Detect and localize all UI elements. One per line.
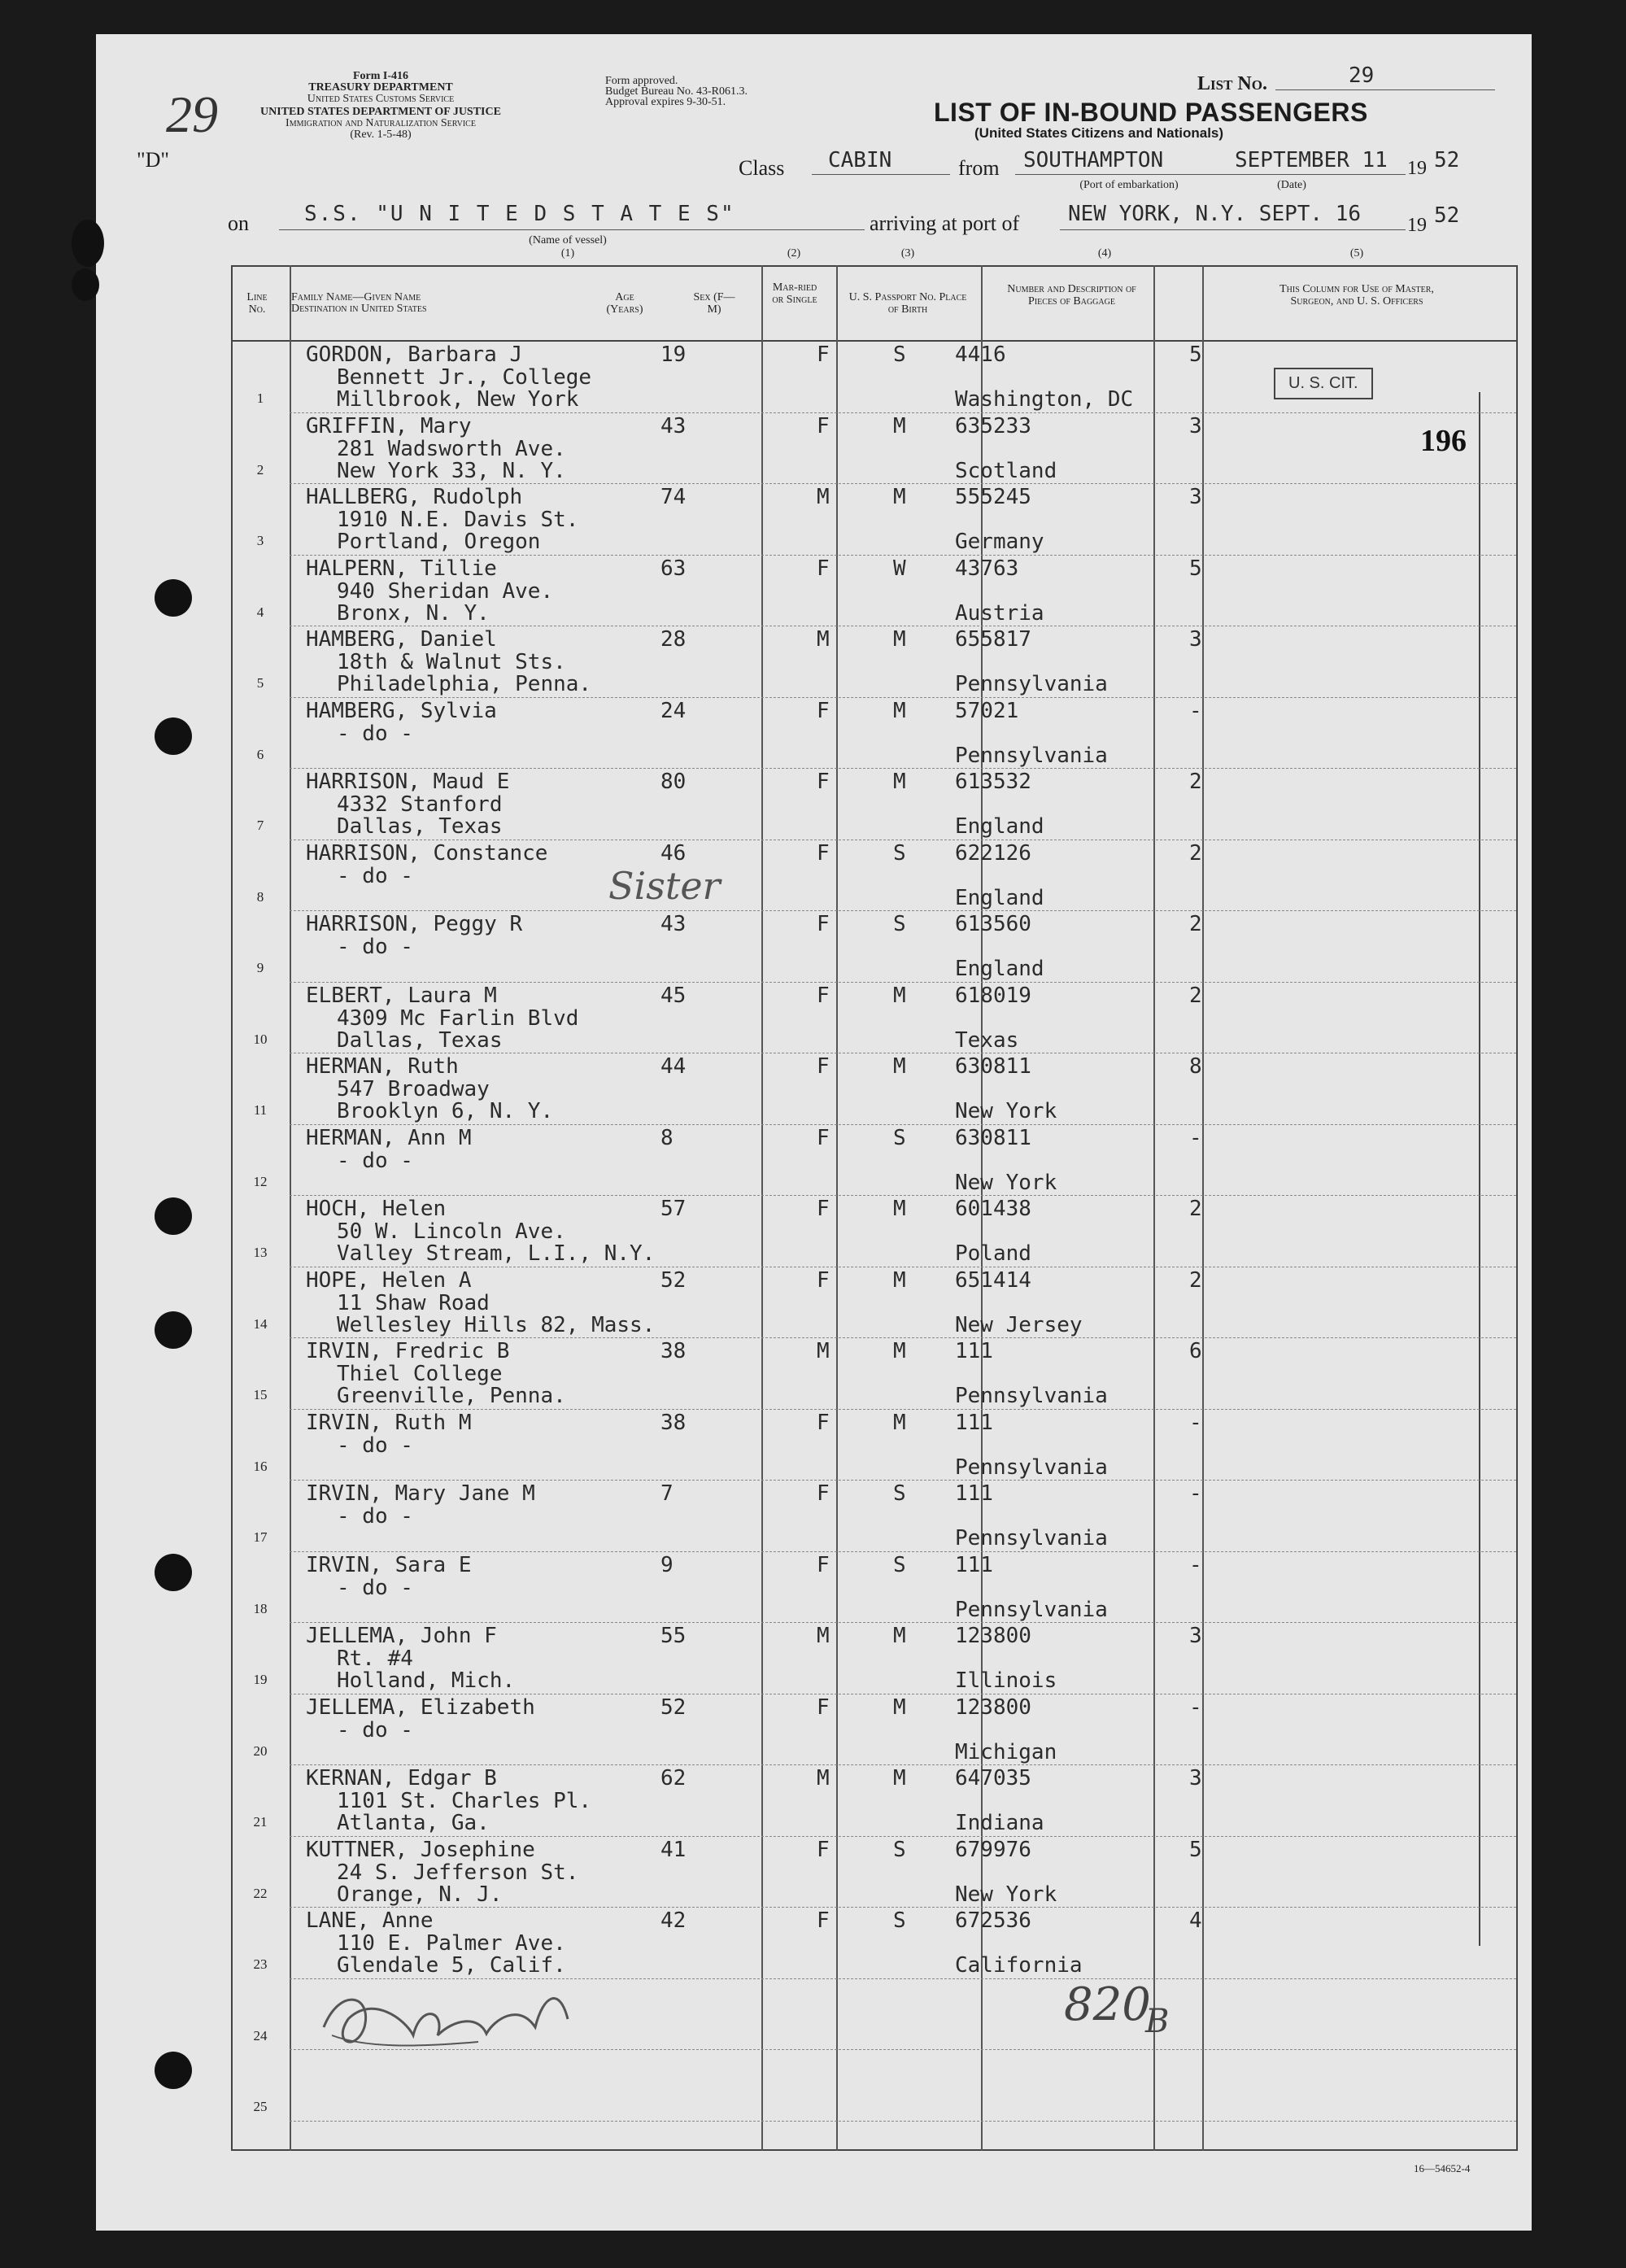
row-passport-no: 601438 [955, 1197, 1031, 1221]
form-subtitle: (United States Citizens and Nationals) [974, 125, 1224, 141]
row-destination-1: 110 E. Palmer Ave. [337, 1931, 566, 1956]
row-birthplace: New Jersey [955, 1312, 1083, 1337]
row-destination-2: Portland, Oregon [337, 530, 541, 554]
row-destination-1: - do - [337, 935, 413, 959]
row-age: 52 [660, 1694, 687, 1720]
row-sex: F [817, 1410, 830, 1435]
row-baggage: - [1189, 1481, 1202, 1506]
list-no-label: List No. [1197, 73, 1267, 94]
row-marital: M [893, 698, 906, 723]
row-passport-no: 123800 [955, 1694, 1031, 1720]
row-marital: S [893, 1837, 906, 1862]
row-passport-no: 57021 [955, 698, 1019, 723]
col-num-4: (4) [1097, 247, 1112, 260]
row-destination-1: Bennett Jr., College [337, 365, 592, 390]
row-birthplace: England [955, 814, 1044, 839]
row-passport-no: 655817 [955, 627, 1031, 652]
row-marital: W [893, 556, 906, 581]
row-birthplace: Indiana [955, 1811, 1044, 1835]
row-marital: S [893, 1481, 906, 1506]
row-passport-no: 618019 [955, 983, 1031, 1008]
from-label: from [958, 156, 1000, 180]
approval-line-3: Approval expires 9-30-51. [605, 96, 726, 108]
row-destination-1: - do - [337, 721, 413, 746]
arriving-label: arriving at port of [865, 212, 1019, 236]
row-baggage: 3 [1189, 413, 1202, 438]
row-passport-no: 630811 [955, 1125, 1031, 1150]
row-marital: M [893, 1410, 906, 1435]
row-destination-2: Millbrook, New York [337, 387, 579, 412]
row-sex: F [817, 840, 830, 866]
row-marital: M [893, 983, 906, 1008]
row-passport-no: 679976 [955, 1837, 1031, 1862]
form-revision: (Rev. 1-5-48) [350, 129, 412, 141]
row-baggage: 2 [1189, 1197, 1202, 1221]
row-destination-1: - do - [337, 1575, 413, 1600]
row-name: HOCH, Helen [306, 1197, 447, 1221]
row-birthplace: Washington, DC [955, 387, 1134, 412]
dept-immigration: Immigration and Naturalization Service [286, 117, 476, 129]
row-marital: S [893, 1908, 906, 1933]
count-196: 196 [1420, 424, 1467, 458]
row-age: 57 [660, 1197, 687, 1221]
row-destination-2: Glendale 5, Calif. [337, 1953, 566, 1978]
dept-customs: United States Customs Service [307, 93, 455, 105]
row-baggage: 4 [1189, 1908, 1202, 1933]
row-line-number: 24 [253, 2027, 268, 2043]
col-num-3: (3) [900, 247, 915, 260]
row-age: 42 [660, 1908, 687, 1933]
row-line-number: 19 [253, 1672, 268, 1687]
row-age: 45 [660, 983, 687, 1008]
row-baggage: - [1189, 698, 1202, 723]
col-num-5: (5) [1349, 247, 1364, 260]
row-destination-1: 547 Broadway [337, 1077, 490, 1101]
row-name: HAMBERG, Daniel [306, 627, 497, 652]
row-marital: M [893, 1054, 906, 1079]
row-sex: M [817, 1624, 830, 1648]
row-sex: F [817, 1267, 830, 1293]
arrival-port-date: NEW YORK, N.Y. SEPT. 16 [1068, 202, 1362, 226]
punch-hole [155, 1311, 192, 1349]
row-line-number: 7 [256, 818, 264, 833]
col-header-name: Family Name—Given Name [291, 291, 421, 303]
row-age: 52 [660, 1267, 687, 1293]
col-header-baggage: Number and Description of Pieces of Baggage [1007, 283, 1136, 307]
row-age: 55 [660, 1624, 687, 1648]
row-sex: F [817, 556, 830, 581]
row-destination-2: Wellesley Hills 82, Mass. [337, 1312, 656, 1337]
margin-number: 29 [166, 85, 218, 143]
row-age: 38 [660, 1410, 687, 1435]
row-birthplace: Pennsylvania [955, 1384, 1108, 1408]
row-baggage: 2 [1189, 912, 1202, 936]
row-destination-2: Bronx, N. Y. [337, 600, 490, 626]
vessel-name: S.S. "U N I T E D S T A T E S" [304, 202, 735, 226]
year-prefix-2: 19 [1407, 215, 1427, 236]
embarkation-year: 52 [1434, 148, 1460, 172]
row-destination-1: Rt. #4 [337, 1646, 413, 1671]
row-marital: S [893, 342, 906, 367]
row-baggage: 5 [1189, 1837, 1202, 1862]
row-destination-2: Valley Stream, L.I., N.Y. [337, 1241, 656, 1266]
row-destination-2: New York 33, N. Y. [337, 458, 566, 483]
row-baggage: 2 [1189, 840, 1202, 866]
row-name: HERMAN, Ruth [306, 1054, 459, 1079]
row-age: 9 [660, 1552, 674, 1577]
row-name: HALLBERG, Rudolph [306, 485, 523, 509]
row-passport-no: 111 [955, 1339, 993, 1363]
row-baggage: 3 [1189, 485, 1202, 509]
row-destination-1: 1101 St. Charles Pl. [337, 1789, 592, 1813]
row-name: HARRISON, Maud E [306, 770, 510, 794]
row-passport-no: 672536 [955, 1908, 1031, 1933]
row-destination-2: Atlanta, Ga. [337, 1811, 490, 1835]
row-name: IRVIN, Fredric B [306, 1339, 510, 1363]
row-line-number: 17 [253, 1529, 268, 1545]
row-name: IRVIN, Ruth M [306, 1410, 472, 1435]
row-line-number: 11 [253, 1102, 268, 1118]
row-line-number: 15 [253, 1387, 268, 1402]
row-name: LANE, Anne [306, 1908, 434, 1933]
punch-hole [72, 220, 104, 267]
row-baggage: 2 [1189, 770, 1202, 794]
embarkation-date: SEPTEMBER 11 [1235, 148, 1388, 172]
row-destination-2: Greenville, Penna. [337, 1384, 566, 1408]
row-destination-1: 281 Wadsworth Ave. [337, 436, 566, 461]
row-destination-2: Holland, Mich. [337, 1668, 516, 1693]
row-name: KUTTNER, Josephine [306, 1837, 535, 1862]
port-of-embarkation: SOUTHAMPTON [1023, 148, 1164, 172]
row-passport-no: 630811 [955, 1054, 1031, 1079]
col-header-passport: U. S. Passport No. Place of Birth [848, 291, 967, 316]
row-destination-1: 4332 Stanford [337, 792, 503, 817]
row-passport-no: 651414 [955, 1267, 1031, 1293]
row-marital: M [893, 1624, 906, 1648]
handwritten-total-suffix: B [1145, 2003, 1170, 2040]
col-header-official: This Column for Use of Master, Surgeon, and U. S. Officers [1279, 283, 1434, 307]
row-baggage: 6 [1189, 1339, 1202, 1363]
col-header-age: Age (Years) [606, 291, 643, 316]
row-birthplace: Texas [955, 1027, 1019, 1053]
punch-hole [155, 579, 192, 617]
form-title: LIST OF IN-BOUND PASSENGERS [934, 98, 1368, 127]
row-birthplace: New York [955, 1099, 1057, 1123]
row-age: 19 [660, 342, 687, 367]
row-line-number: 12 [253, 1173, 268, 1189]
row-birthplace: Germany [955, 530, 1044, 554]
row-destination-1: - do - [337, 1717, 413, 1742]
row-destination-1: Thiel College [337, 1362, 503, 1386]
row-destination-1: - do - [337, 1148, 413, 1173]
row-sex: M [817, 1766, 830, 1790]
officer-signature [316, 1970, 576, 2068]
footer-code: 16—54652-4 [1414, 2162, 1471, 2174]
row-marital: S [893, 840, 906, 866]
row-line-number: 16 [253, 1458, 268, 1474]
approval-line-2: Budget Bureau No. 43-R061.3. [605, 85, 748, 98]
row-sex: F [817, 1837, 830, 1862]
row-birthplace: England [955, 957, 1044, 981]
class-label: Class [739, 156, 785, 180]
row-destination-1: 50 W. Lincoln Ave. [337, 1219, 566, 1244]
row-sex: F [817, 698, 830, 723]
row-destination-1: - do - [337, 1433, 413, 1458]
vessel-caption: (Name of vessel) [529, 234, 607, 246]
row-passport-no: 613532 [955, 770, 1031, 794]
row-age: 24 [660, 698, 687, 723]
row-marital: S [893, 1125, 906, 1150]
row-line-number: 2 [256, 461, 264, 478]
row-marital: M [893, 1694, 906, 1720]
row-sex: F [817, 1197, 830, 1221]
row-baggage: - [1189, 1694, 1202, 1720]
row-line-number: 21 [253, 1814, 268, 1830]
row-destination-1: 940 Sheridan Ave. [337, 578, 554, 604]
row-age: 7 [660, 1481, 674, 1506]
year-prefix-1: 19 [1407, 158, 1427, 179]
row-marital: M [893, 1339, 906, 1363]
row-marital: M [893, 1267, 906, 1293]
row-passport-no: 4416 [955, 342, 1006, 367]
row-marital: M [893, 1766, 906, 1790]
row-baggage: 2 [1189, 1267, 1202, 1293]
row-line-number: 10 [253, 1031, 268, 1047]
dept-treasury: TREASURY DEPARTMENT [308, 81, 453, 94]
row-sex: F [817, 342, 830, 367]
col-header-married: Mar-ried or Single [772, 281, 817, 306]
row-name: HARRISON, Peggy R [306, 912, 523, 936]
row-name: HERMAN, Ann M [306, 1125, 472, 1150]
row-sex: F [817, 770, 830, 794]
row-destination-1: - do - [337, 863, 413, 888]
on-label: on [228, 212, 249, 235]
row-marital: M [893, 1197, 906, 1221]
row-age: 43 [660, 413, 687, 438]
us-citizen-stamp: U. S. CIT. [1274, 368, 1373, 399]
row-age: 8 [660, 1125, 674, 1150]
row-age: 63 [660, 556, 687, 581]
row-destination-1: 1910 N.E. Davis St. [337, 508, 579, 532]
margin-letter: "D" [137, 148, 170, 172]
row-sex: F [817, 413, 830, 438]
row-destination-1: 11 Shaw Road [337, 1290, 490, 1315]
punch-hole [155, 1554, 192, 1591]
row-line-number: 13 [253, 1245, 268, 1260]
row-name: HAMBERG, Sylvia [306, 698, 497, 723]
row-age: 44 [660, 1054, 687, 1079]
col-header-sex: Sex (F—M) [693, 291, 735, 316]
handwritten-total: 820 [1064, 1978, 1151, 2031]
form-number: Form I-416 [352, 70, 409, 82]
row-name: KERNAN, Edgar B [306, 1766, 497, 1790]
row-destination-1: - do - [337, 1504, 413, 1529]
row-age: 62 [660, 1766, 687, 1790]
row-sex: M [817, 1339, 830, 1363]
row-birthplace: Pennsylvania [955, 1597, 1108, 1622]
row-line-number: 9 [256, 960, 264, 975]
row-destination-1: 4309 Mc Farlin Blvd [337, 1005, 579, 1031]
row-line-number: 20 [253, 1742, 268, 1759]
row-age: 28 [660, 627, 687, 652]
col-header-line: Line No. [246, 291, 268, 316]
row-baggage: 3 [1189, 1624, 1202, 1648]
row-baggage: 3 [1189, 1766, 1202, 1790]
row-marital: M [893, 485, 906, 509]
list-no-value: 29 [1349, 63, 1375, 88]
row-passport-no: 43763 [955, 556, 1019, 581]
row-birthplace: New York [955, 1882, 1057, 1907]
row-name: JELLEMA, John F [306, 1624, 497, 1648]
row-destination-2: Dallas, Texas [337, 1027, 503, 1053]
row-age: 74 [660, 485, 687, 509]
row-passport-no: 613560 [955, 912, 1031, 936]
row-destination-2: Brooklyn 6, N. Y. [337, 1099, 554, 1123]
row-birthplace: Austria [955, 600, 1044, 626]
vessel-column-number: (1) [560, 247, 575, 260]
row-baggage: 2 [1189, 983, 1202, 1008]
row-baggage: 5 [1189, 342, 1202, 367]
row-age: 38 [660, 1339, 687, 1363]
port-embark-caption: (Port of embarkation) [1079, 179, 1179, 191]
row-passport-no: 622126 [955, 840, 1031, 866]
row-birthplace: Pennsylvania [955, 1455, 1108, 1480]
row-name: HOPE, Helen A [306, 1267, 472, 1293]
row-birthplace: Pennsylvania [955, 1526, 1108, 1551]
row-birthplace: England [955, 885, 1044, 910]
row-baggage: - [1189, 1552, 1202, 1577]
row-birthplace: Poland [955, 1241, 1031, 1266]
row-name: IRVIN, Mary Jane M [306, 1481, 535, 1506]
row-sex: F [817, 983, 830, 1008]
row-line-number: 25 [253, 2099, 268, 2114]
row-name: HARRISON, Constance [306, 840, 548, 866]
row-baggage: 3 [1189, 627, 1202, 652]
col-header-destination: Destination in United States [291, 303, 427, 315]
row-birthplace: Illinois [955, 1668, 1057, 1693]
row-name: IRVIN, Sara E [306, 1552, 472, 1577]
row-name: HALPERN, Tillie [306, 556, 497, 581]
row-name: ELBERT, Laura M [306, 983, 497, 1008]
row-baggage: 5 [1189, 556, 1202, 581]
punch-hole [72, 268, 99, 301]
row-passport-no: 635233 [955, 413, 1031, 438]
row-age: 80 [660, 770, 687, 794]
handwritten-sister: Sister [608, 864, 721, 908]
row-marital: M [893, 627, 906, 652]
date-caption: (Date) [1277, 179, 1306, 191]
approval-line-1: Form approved. [605, 75, 678, 87]
row-destination-2: Philadelphia, Penna. [337, 672, 592, 696]
row-age: 43 [660, 912, 687, 936]
row-age: 41 [660, 1837, 687, 1862]
row-passport-no: 111 [955, 1552, 993, 1577]
row-marital: M [893, 413, 906, 438]
row-sex: F [817, 1125, 830, 1150]
row-passport-no: 123800 [955, 1624, 1031, 1648]
row-line-number: 23 [253, 1956, 268, 1972]
row-marital: M [893, 770, 906, 794]
row-line-number: 4 [256, 604, 264, 620]
row-marital: S [893, 1552, 906, 1577]
row-passport-no: 555245 [955, 485, 1031, 509]
row-birthplace: Scotland [955, 458, 1057, 483]
class-value: CABIN [828, 148, 892, 172]
row-line-number: 14 [253, 1315, 268, 1332]
row-sex: F [817, 1552, 830, 1577]
row-destination-2: Orange, N. J. [337, 1882, 503, 1907]
punch-hole [155, 717, 192, 755]
row-birthplace: California [955, 1953, 1083, 1978]
row-passport-no: 111 [955, 1410, 993, 1435]
row-passport-no: 647035 [955, 1766, 1031, 1790]
row-line-number: 18 [253, 1600, 268, 1616]
row-line-number: 3 [256, 533, 264, 548]
row-sex: F [817, 1054, 830, 1079]
dept-justice: UNITED STATES DEPARTMENT OF JUSTICE [260, 106, 501, 118]
col-num-2: (2) [787, 247, 801, 260]
row-birthplace: New York [955, 1170, 1057, 1195]
row-birthplace: Michigan [955, 1739, 1057, 1764]
manifest-page [96, 34, 1532, 2231]
row-destination-2: Dallas, Texas [337, 814, 503, 839]
row-name: JELLEMA, Elizabeth [306, 1694, 535, 1720]
row-name: GRIFFIN, Mary [306, 413, 472, 438]
row-baggage: - [1189, 1125, 1202, 1150]
punch-hole [155, 2052, 192, 2089]
row-destination-1: 24 S. Jefferson St. [337, 1860, 579, 1885]
row-destination-1: 18th & Walnut Sts. [337, 650, 566, 674]
row-birthplace: Pennsylvania [955, 743, 1108, 768]
row-sex: M [817, 627, 830, 652]
row-sex: F [817, 1694, 830, 1720]
row-birthplace: Pennsylvania [955, 672, 1108, 696]
punch-hole [155, 1197, 192, 1235]
row-line-number: 1 [256, 390, 264, 406]
row-divider [290, 2121, 1516, 2122]
row-line-number: 5 [256, 675, 264, 691]
row-line-number: 8 [256, 888, 264, 905]
row-baggage: - [1189, 1410, 1202, 1435]
row-line-number: 6 [256, 746, 264, 762]
row-baggage: 8 [1189, 1054, 1202, 1079]
row-sex: F [817, 1908, 830, 1933]
row-marital: S [893, 912, 906, 936]
row-name: GORDON, Barbara J [306, 342, 523, 367]
row-sex: F [817, 912, 830, 936]
row-sex: M [817, 485, 830, 509]
arrival-year: 52 [1434, 203, 1460, 228]
row-line-number: 22 [253, 1885, 268, 1901]
row-passport-no: 111 [955, 1481, 993, 1506]
row-age: 46 [660, 840, 687, 866]
row-sex: F [817, 1481, 830, 1506]
